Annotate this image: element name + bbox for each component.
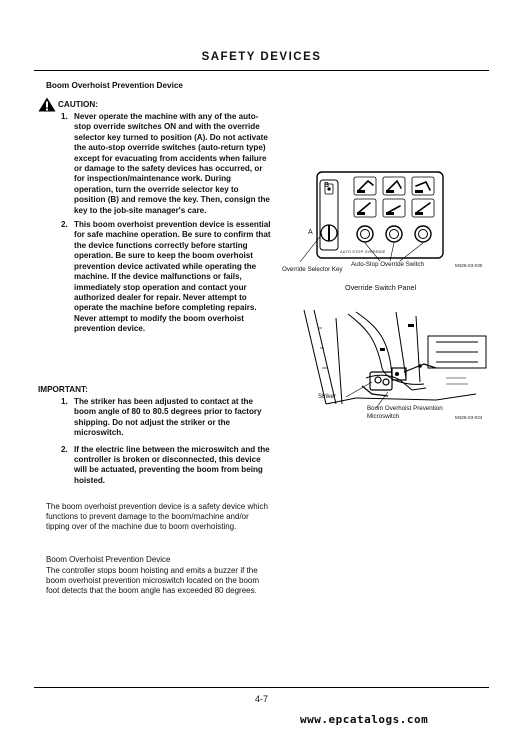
figure-code: M326-03-030 [455,263,483,268]
important-item [61,445,271,487]
key-position-a-label: A [308,229,313,236]
item-text: Never operate the machine with any of the auto-stop override switches ON and with the override selector key turned to position (A). Do not activate the auto-stop override switches (auto-return type) except for evacuating from accidents when failure or damage to the safety devices has occurred, or for inspection/maintenance work. During operation, turn the override selector key to position (B) and remove the key. Then, consign the key to the job-site manager's care. [74,112,270,215]
important-list [61,397,271,490]
panel-label: AUTO STOP OVERRIDE [340,250,386,254]
warning-triangle-icon [38,97,56,112]
figure-code: M326-03-024 [455,415,483,420]
microswitch-callout-line2: Microswitch [367,413,400,420]
striker-callout: Striker [318,393,336,400]
caution-label: CAUTION: [58,100,99,109]
section-heading: Boom Overhoist Prevention Device [46,81,183,90]
item-text: This boom overhoist prevention device is essential for safe machine operation. Be sure to confirm that the device functions correctly before starting operation. Be sure to keep the boom overhoist prevention device activated while operating the machine. If the device malfunctions or fails, immediately stop operation and contact your authorized dealer for repair. Never attempt to operate the machine before completing repairs. Never attempt to modify the boom overhoist prevention device. [74,220,271,334]
figure-caption: Override Switch Panel [345,283,417,292]
important-item [61,397,271,439]
footer-rule [34,687,489,688]
item-number: 2. [61,444,68,454]
caution-list [61,112,271,339]
page-number: 4-7 [254,694,268,704]
key-position-b-label: B [324,182,330,189]
item-number: 1. [61,112,68,121]
body-paragraph: The controller stops boom hoisting and emits a buzzer if the boom overhoist prevention microswitch located on the boom foot detects that the boom angle has exceeded 80 degrees. [46,566,259,596]
override-selector-key-callout: Override Selector Key [282,266,343,273]
caution-item [61,112,271,216]
important-label: IMPORTANT: [38,385,88,394]
item-number: 1. [61,397,68,406]
caution-block [38,97,56,117]
item-text: The striker has been adjusted to contact at the boom angle of 80 to 80.5 degrees prior to factory shipping. Do not adjust the striker or the microswitch. [74,397,262,438]
header-rule [34,70,489,71]
watermark: www.epcatalogs.com [300,713,429,726]
item-number: 2. [61,220,68,230]
caution-item [61,220,271,334]
body-subheading: Boom Overhoist Prevention Device [46,555,171,564]
page-title: SAFETY DEVICES [201,51,322,63]
auto-stop-override-switch-callout: Auto-Stop Override Switch [351,261,424,268]
item-text: If the electric line between the microswitch and the controller is broken or disconnected, this device will be actuated, preventing the boom from being hoisted. [74,444,270,485]
body-paragraph: The boom overhoist prevention device is a safety device which functions to prevent damage to the boom/machine and/or tipping over of the machine due to boom overhoisting. [46,502,268,532]
microswitch-callout-line1: Boom Overhoist Prevention [367,405,443,412]
